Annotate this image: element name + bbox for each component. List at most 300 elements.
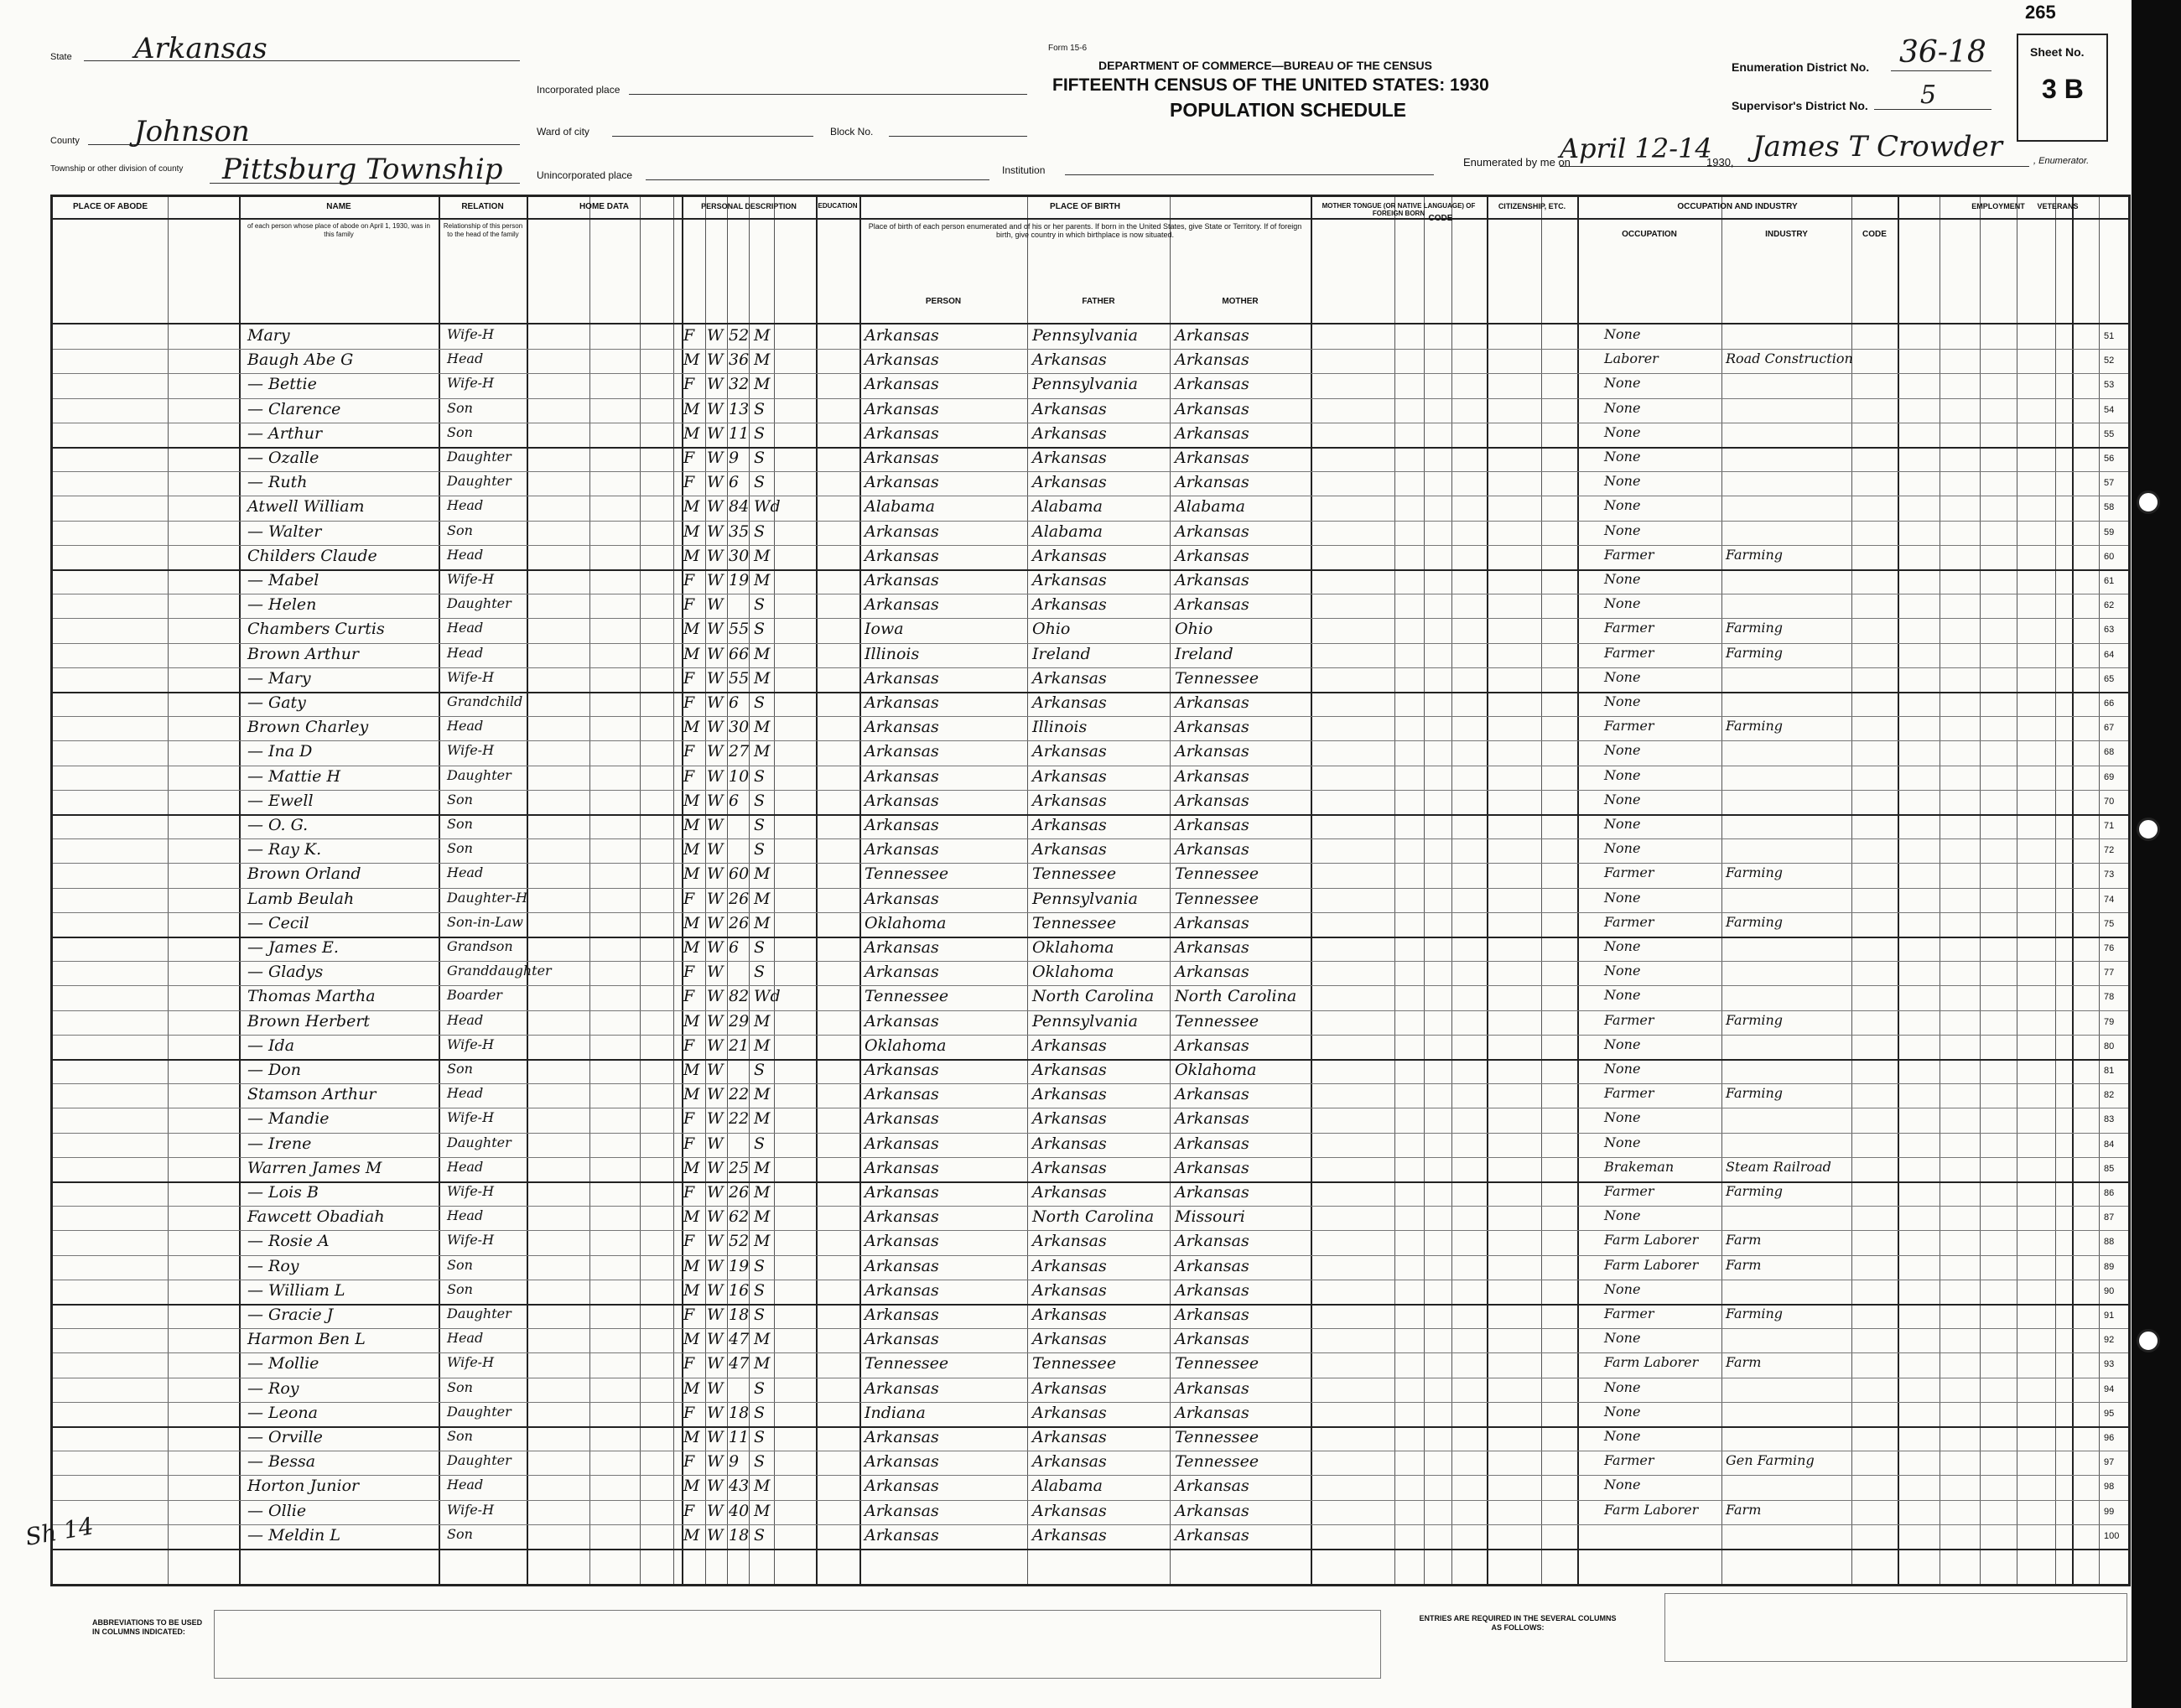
punch-hole — [2137, 818, 2160, 841]
marital-cell: M — [754, 1109, 771, 1129]
age-cell: 29 — [729, 1011, 750, 1031]
abbrev-title: ABBREVIATIONS TO BE USED IN COLUMNS INDICATED: — [92, 1618, 203, 1636]
father-birthplace-cell: Arkansas — [1032, 1280, 1107, 1300]
marital-cell: S — [754, 595, 766, 615]
relation-cell: Daughter-H — [447, 889, 528, 906]
name-cell: — William L — [247, 1280, 345, 1300]
mother-birthplace-cell: Tennessee — [1175, 668, 1259, 688]
age-cell: 30 — [729, 718, 750, 737]
relation-cell: Daughter — [447, 1134, 511, 1150]
mother-birthplace-cell: Arkansas — [1175, 1403, 1249, 1422]
sheet-value: 3 B — [2042, 74, 2084, 104]
age-cell: 6 — [729, 791, 740, 810]
row-divider — [53, 961, 2128, 962]
sex-cell: M — [683, 840, 700, 859]
row-divider — [53, 985, 2128, 986]
father-birthplace-cell: Arkansas — [1032, 1501, 1107, 1520]
row-number: 89 — [2104, 1261, 2115, 1272]
name-cell: — Gaty — [247, 693, 306, 712]
sex-cell: F — [683, 1134, 695, 1153]
mother-birthplace-cell: Alabama — [1175, 497, 1245, 517]
name-cell: — Roy — [247, 1378, 299, 1398]
age-cell: 18 — [729, 1525, 750, 1544]
industry-cell: Farming — [1726, 1011, 1784, 1028]
relation-cell: Wife-H — [447, 1036, 495, 1052]
birthplace-cell: Arkansas — [865, 791, 939, 810]
race-cell: W — [707, 889, 724, 908]
marital-cell: M — [754, 326, 771, 345]
name-cell: — Ewell — [247, 791, 314, 810]
row-number: 93 — [2104, 1359, 2115, 1370]
sex-cell: F — [683, 987, 695, 1006]
occupation-cell: None — [1604, 766, 1641, 783]
marital-cell: M — [754, 1477, 771, 1496]
father-birthplace-cell: Arkansas — [1032, 791, 1107, 810]
father-birthplace-cell: Arkansas — [1032, 1306, 1107, 1324]
sex-cell: F — [683, 889, 695, 908]
father-birthplace-cell: Arkansas — [1032, 1525, 1107, 1544]
marital-cell: M — [754, 1085, 771, 1104]
relation-cell: Son — [447, 522, 473, 538]
sd-label: Supervisor's District No. — [1732, 99, 1868, 112]
mother-birthplace-cell: Ohio — [1175, 620, 1213, 639]
name-cell: — Mabel — [247, 571, 319, 589]
mother-birthplace-cell: Missouri — [1175, 1207, 1245, 1227]
race-cell: W — [707, 742, 724, 761]
sex-cell: F — [683, 1036, 695, 1055]
age-cell: 16 — [729, 1280, 750, 1300]
marital-cell: S — [754, 693, 766, 712]
marital-cell: S — [754, 766, 766, 786]
occupation-cell: Farmer — [1604, 1011, 1654, 1028]
age-cell: 18 — [729, 1403, 750, 1422]
row-number: 78 — [2104, 992, 2115, 1003]
sex-cell: M — [683, 1256, 700, 1275]
industry-cell: Farming — [1726, 1306, 1784, 1321]
birthplace-cell: Arkansas — [865, 1525, 939, 1544]
row-divider — [53, 1475, 2128, 1476]
name-cell: — Meldin L — [247, 1525, 340, 1544]
occupation-cell: None — [1604, 742, 1641, 759]
occupation-cell: None — [1604, 840, 1641, 857]
row-divider — [53, 349, 2128, 350]
race-cell: W — [707, 1158, 724, 1177]
row-number: 95 — [2104, 1408, 2115, 1419]
race-cell: W — [707, 1109, 724, 1129]
birthplace-cell: Iowa — [865, 620, 904, 639]
marital-cell: S — [754, 1378, 766, 1398]
occupation-cell: Farmer — [1604, 864, 1654, 881]
father-birthplace-cell: Arkansas — [1032, 1330, 1107, 1349]
occupation-cell: Farmer — [1604, 620, 1654, 636]
race-cell: W — [707, 963, 724, 982]
row-divider — [53, 863, 2128, 864]
sex-cell: M — [683, 864, 700, 884]
industry-cell: Steam Railroad — [1726, 1158, 1831, 1175]
occupation-cell: Farmer — [1604, 718, 1654, 735]
name-cell: — Arthur — [247, 423, 323, 443]
mother-birthplace-cell: Tennessee — [1175, 1428, 1259, 1446]
father-birthplace-cell: Arkansas — [1032, 1036, 1107, 1055]
marital-cell: M — [754, 1158, 771, 1177]
race-cell: W — [707, 1280, 724, 1300]
marital-cell: S — [754, 1306, 766, 1324]
race-cell: W — [707, 620, 724, 639]
row-number: 70 — [2104, 796, 2115, 807]
name-cell: — Ruth — [247, 473, 308, 492]
relation-cell: Daughter — [447, 1452, 511, 1469]
group-birth: PLACE OF BIRTH — [1050, 202, 1120, 211]
sex-cell: M — [683, 1061, 700, 1079]
race-cell: W — [707, 644, 724, 663]
group-name: NAME — [326, 202, 351, 211]
relation-cell: Son — [447, 1428, 473, 1444]
ed-value: 36-18 — [1899, 35, 1986, 70]
father-birthplace-cell: Tennessee — [1032, 913, 1117, 932]
sex-cell: M — [683, 423, 700, 443]
sex-cell: F — [683, 963, 695, 982]
sd-value: 5 — [1920, 80, 1937, 110]
occupation-cell: None — [1604, 522, 1641, 538]
relation-cell: Head — [447, 1085, 484, 1102]
industry-cell: Farm — [1726, 1232, 1762, 1249]
sex-cell: F — [683, 1306, 695, 1324]
age-cell: 47 — [729, 1330, 750, 1349]
row-number: 98 — [2104, 1482, 2115, 1493]
birthplace-cell: Arkansas — [865, 571, 939, 589]
marital-cell: S — [754, 1428, 766, 1446]
name-cell: — Lois B — [247, 1183, 319, 1202]
race-cell: W — [707, 864, 724, 884]
age-cell: 60 — [729, 864, 750, 884]
sex-cell: M — [683, 1158, 700, 1177]
relation-cell: Wife-H — [447, 668, 495, 685]
father-birthplace-cell: Oklahoma — [1032, 963, 1114, 982]
mother-birthplace-cell: Arkansas — [1175, 1134, 1249, 1153]
sex-cell: M — [683, 1207, 700, 1227]
sex-cell: M — [683, 497, 700, 517]
father-birthplace-cell: Arkansas — [1032, 742, 1107, 761]
age-cell: 62 — [729, 1207, 750, 1227]
group-tongue: MOTHER TONGUE (OR NATIVE LANGUAGE) OF FOREIGN BORN — [1322, 202, 1476, 217]
name-cell: Chambers Curtis — [247, 620, 385, 639]
father-birthplace-cell: Arkansas — [1032, 1232, 1107, 1251]
mother-birthplace-cell: Tennessee — [1175, 889, 1259, 908]
state-value: Arkansas — [134, 32, 267, 65]
relation-cell: Head — [447, 546, 484, 563]
race-cell: W — [707, 399, 724, 418]
age-cell: 32 — [729, 375, 750, 394]
birthplace-cell: Arkansas — [865, 963, 939, 982]
row-number: 54 — [2104, 404, 2115, 415]
industry-cell: Farming — [1726, 644, 1784, 661]
birthplace-cell: Arkansas — [865, 1232, 939, 1251]
industry-cell: Farm — [1726, 1354, 1762, 1371]
mother-birthplace-cell: Arkansas — [1175, 1183, 1249, 1202]
mother-birthplace-cell: Arkansas — [1175, 742, 1249, 761]
row-number: 62 — [2104, 600, 2115, 611]
age-cell: 19 — [729, 571, 750, 589]
age-cell: 52 — [729, 1232, 750, 1251]
race-cell: W — [707, 1134, 724, 1153]
birthplace-cell: Arkansas — [865, 1158, 939, 1177]
form-number: Form 15-6 — [1048, 44, 1088, 53]
row-number: 86 — [2104, 1188, 2115, 1198]
row-number: 51 — [2104, 331, 2115, 341]
row-divider — [53, 1230, 2128, 1231]
occupation-column-head: OCCUPATION — [1622, 230, 1677, 239]
row-number: 65 — [2104, 673, 2115, 684]
industry-cell: Farm — [1726, 1501, 1762, 1518]
relation-cell: Boarder — [447, 987, 502, 1004]
race-cell: W — [707, 816, 724, 834]
name-cell: Baugh Abe G — [247, 350, 354, 370]
mother-birthplace-cell: Arkansas — [1175, 1256, 1249, 1275]
father-birthplace-cell: Arkansas — [1032, 1403, 1107, 1422]
marital-cell: S — [754, 449, 766, 467]
name-cell: Harmon Ben L — [247, 1330, 366, 1349]
age-cell: 30 — [729, 546, 750, 565]
birthplace-cell: Arkansas — [865, 326, 939, 345]
birth-note: Place of birth of each person enumerated and of his or her parents. If born in the United States, give State or Territory. If of foreign birth, give country in which birthplace is now situated. — [868, 222, 1302, 239]
occupation-cell: Farmer — [1604, 644, 1654, 661]
row-number: 88 — [2104, 1237, 2115, 1248]
row-divider — [53, 912, 2128, 913]
birthplace-cell: Arkansas — [865, 816, 939, 834]
race-cell: W — [707, 546, 724, 565]
relation-cell: Head — [447, 1011, 484, 1028]
row-number: 96 — [2104, 1433, 2115, 1443]
birthplace-cell: Arkansas — [865, 1061, 939, 1079]
race-cell: W — [707, 840, 724, 859]
birthplace-cell: Arkansas — [865, 1477, 939, 1496]
row-divider — [53, 1206, 2128, 1207]
sheet-stamp: 265 — [2025, 2, 2056, 23]
race-cell: W — [707, 938, 724, 957]
occupation-cell: None — [1604, 571, 1641, 587]
sex-cell: M — [683, 718, 700, 737]
scan-border — [2132, 0, 2181, 1708]
industry-cell: Gen Farming — [1726, 1452, 1815, 1469]
name-cell: — Gladys — [247, 963, 324, 982]
mother-birthplace-cell: Arkansas — [1175, 963, 1249, 982]
occupation-cell: None — [1604, 816, 1641, 832]
father-birthplace-cell: Oklahoma — [1032, 938, 1114, 957]
race-cell: W — [707, 1306, 724, 1324]
relation-cell: Son — [447, 1256, 473, 1273]
mother-birthplace-cell: Arkansas — [1175, 791, 1249, 810]
race-cell: W — [707, 1256, 724, 1275]
sex-cell: F — [683, 693, 695, 712]
county-value: Johnson — [134, 115, 250, 148]
enumerator-suffix: , Enumerator. — [2033, 156, 2090, 166]
sex-cell: F — [683, 375, 695, 394]
relation-cell: Daughter — [447, 473, 511, 490]
race-cell: W — [707, 449, 724, 467]
age-cell: 9 — [729, 1452, 740, 1472]
entries-box — [1664, 1593, 2127, 1662]
industry-cell: Farming — [1726, 546, 1784, 563]
birthplace-cell: Tennessee — [865, 864, 949, 884]
father-birthplace-cell: Alabama — [1032, 522, 1103, 541]
sex-cell: F — [683, 1183, 695, 1202]
relation-cell: Head — [447, 1158, 484, 1175]
father-birthplace-cell: Arkansas — [1032, 546, 1107, 565]
row-divider — [53, 838, 2128, 839]
birthplace-cell: Arkansas — [865, 742, 939, 761]
relation-cell: Grandson — [447, 938, 513, 954]
row-number: 79 — [2104, 1016, 2115, 1027]
sex-cell: F — [683, 668, 695, 688]
father-birthplace-cell: Tennessee — [1032, 1354, 1117, 1373]
sex-cell: M — [683, 1085, 700, 1104]
enumeration-year: 1930, — [1706, 156, 1734, 169]
row-number: 60 — [2104, 551, 2115, 562]
row-divider — [53, 398, 2128, 399]
mother-column-head: MOTHER — [1222, 297, 1259, 306]
abbrev-box — [214, 1610, 1381, 1679]
mother-birthplace-cell: Tennessee — [1175, 864, 1259, 884]
name-cell: Horton Junior — [247, 1477, 360, 1496]
mother-birthplace-cell: Arkansas — [1175, 1525, 1249, 1544]
name-cell: — Ollie — [247, 1501, 307, 1520]
race-cell: W — [707, 375, 724, 394]
row-number: 99 — [2104, 1506, 2115, 1517]
birthplace-cell: Arkansas — [865, 1256, 939, 1275]
race-cell: W — [707, 1036, 724, 1055]
sheet-label: Sheet No. — [2030, 45, 2085, 59]
relation-cell: Daughter — [447, 766, 511, 783]
name-cell: — Ida — [247, 1036, 295, 1055]
race-cell: W — [707, 473, 724, 492]
birthplace-cell: Arkansas — [865, 473, 939, 492]
marital-cell: S — [754, 423, 766, 443]
birthplace-cell: Arkansas — [865, 1011, 939, 1031]
race-cell: W — [707, 693, 724, 712]
father-birthplace-cell: Pennsylvania — [1032, 326, 1138, 345]
marital-cell: M — [754, 546, 771, 565]
marital-cell: M — [754, 718, 771, 737]
block-label: Block No. — [830, 126, 874, 138]
institution-label: Institution — [1002, 164, 1046, 176]
age-cell: 18 — [729, 1306, 750, 1324]
race-cell: W — [707, 1403, 724, 1422]
mother-birthplace-cell: Arkansas — [1175, 449, 1249, 467]
group-home: HOME DATA — [579, 202, 630, 211]
occupation-cell: None — [1604, 1061, 1641, 1077]
race-cell: W — [707, 522, 724, 541]
mother-birthplace-cell: Arkansas — [1175, 1501, 1249, 1520]
occupation-cell: Farm Laborer — [1604, 1354, 1699, 1371]
race-cell: W — [707, 791, 724, 810]
relation-cell: Son-in-Law — [447, 913, 523, 930]
father-birthplace-cell: Arkansas — [1032, 571, 1107, 589]
industry-column-head: INDUSTRY — [1765, 230, 1808, 239]
row-divider — [53, 521, 2128, 522]
race-cell: W — [707, 1232, 724, 1251]
father-birthplace-cell: Arkansas — [1032, 1134, 1107, 1153]
sex-cell: M — [683, 1280, 700, 1300]
mother-birthplace-cell: Arkansas — [1175, 718, 1249, 737]
row-number: 94 — [2104, 1384, 2115, 1394]
race-cell: W — [707, 1378, 724, 1398]
sex-cell: F — [683, 1232, 695, 1251]
race-cell: W — [707, 1354, 724, 1373]
group-personal: PERSONAL DESCRIPTION — [701, 202, 797, 210]
name-cell: Thomas Martha — [247, 987, 376, 1006]
population-schedule-table — [50, 195, 2131, 1586]
row-number: 64 — [2104, 649, 2115, 660]
birthplace-cell: Arkansas — [865, 840, 939, 859]
race-cell: W — [707, 1011, 724, 1031]
row-divider — [53, 1402, 2128, 1403]
sex-cell: F — [683, 1452, 695, 1472]
father-birthplace-cell: Arkansas — [1032, 1428, 1107, 1446]
row-number: 82 — [2104, 1090, 2115, 1101]
marital-cell: M — [754, 375, 771, 394]
age-cell: 26 — [729, 1183, 750, 1202]
father-birthplace-cell: Arkansas — [1032, 1109, 1107, 1129]
birthplace-cell: Arkansas — [865, 1183, 939, 1202]
birthplace-cell: Oklahoma — [865, 913, 947, 932]
group-occupation: OCCUPATION AND INDUSTRY — [1677, 202, 1798, 211]
row-number: 75 — [2104, 918, 2115, 929]
father-birthplace-cell: North Carolina — [1032, 1207, 1155, 1227]
mother-birthplace-cell: Arkansas — [1175, 913, 1249, 932]
name-cell: — Ina D — [247, 742, 313, 761]
sex-cell: F — [683, 571, 695, 589]
relation-cell: Son — [447, 1378, 473, 1395]
mother-birthplace-cell: Arkansas — [1175, 595, 1249, 615]
census-title: FIFTEENTH CENSUS OF THE UNITED STATES: 1930 — [1052, 75, 1489, 95]
mother-birthplace-cell: Arkansas — [1175, 693, 1249, 712]
marital-cell: S — [754, 1061, 766, 1079]
mother-birthplace-cell: Arkansas — [1175, 571, 1249, 589]
occupation-cell: None — [1604, 423, 1641, 440]
birthplace-cell: Arkansas — [865, 375, 939, 394]
race-cell: W — [707, 1428, 724, 1446]
marital-cell: M — [754, 1036, 771, 1055]
relation-cell: Wife-H — [447, 1501, 495, 1518]
marital-cell: S — [754, 399, 766, 418]
row-number: 57 — [2104, 478, 2115, 489]
birthplace-cell: Alabama — [865, 497, 935, 517]
race-cell: W — [707, 571, 724, 589]
row-number: 84 — [2104, 1139, 2115, 1150]
mother-birthplace-cell: Arkansas — [1175, 1330, 1249, 1349]
name-cell: — Ray K. — [247, 840, 322, 859]
enumeration-date: April 12-14 — [1560, 132, 1712, 164]
group-citizenship: CITIZENSHIP, ETC. — [1498, 202, 1566, 210]
relation-cell: Wife-H — [447, 742, 495, 759]
row-number: 58 — [2104, 502, 2115, 513]
township-label: Township or other division of county — [50, 164, 184, 174]
state-label: State — [50, 52, 72, 62]
age-cell: 36 — [729, 350, 750, 370]
father-birthplace-cell: Arkansas — [1032, 1158, 1107, 1177]
sex-cell: M — [683, 350, 700, 370]
name-cell: — Orville — [247, 1428, 323, 1446]
father-birthplace-cell: Arkansas — [1032, 766, 1107, 786]
relation-cell: Daughter — [447, 595, 511, 612]
industry-cell: Road Construction — [1726, 350, 1853, 367]
row-divider — [53, 643, 2128, 644]
name-cell: Atwell William — [247, 497, 365, 517]
marital-cell: Wd — [754, 497, 781, 517]
occupation-cell: Laborer — [1604, 350, 1659, 367]
occupation-cell: None — [1604, 1036, 1641, 1052]
birthplace-cell: Arkansas — [865, 668, 939, 688]
